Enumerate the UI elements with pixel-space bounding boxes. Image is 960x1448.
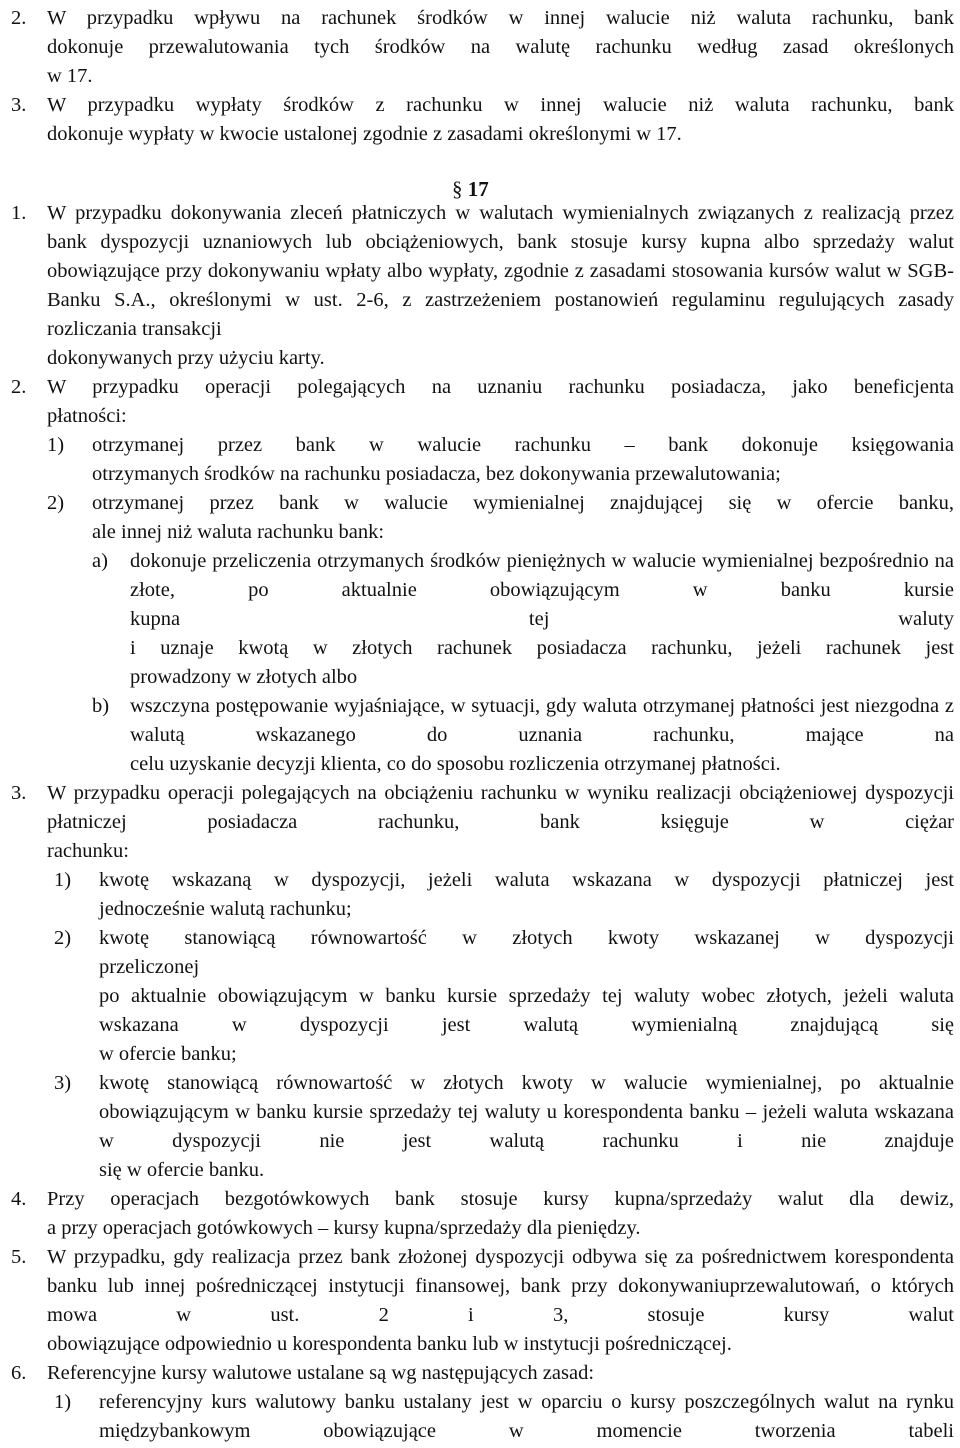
list-letter: a) <box>92 550 108 572</box>
paragraph-tail: a przy operacjach gotówkowych – kursy kupna/sprzedaży dla pieniędzy. <box>47 1217 641 1239</box>
list-item-tail: jednocześnie walutą rachunku; <box>99 898 352 920</box>
list-number: 1) <box>54 1391 72 1413</box>
list-item-line: i uznaje kwotą w złotych rachunek posiadacza rachunku, jeżeli rachunek jest <box>130 637 954 659</box>
list-item-text: kwotę stanowiącą równowartość w złotych kwoty wskazanej w dyspozycji <box>99 927 954 949</box>
paragraph-number: 1. <box>11 202 27 224</box>
list-item-tail: w ofercie banku; <box>99 1043 237 1065</box>
paragraph-text: W przypadku operacji polegających na uznaniu rachunku posiadacza, jako beneficjenta <box>47 376 954 398</box>
paragraph-number: 5. <box>11 1246 27 1268</box>
paragraph-text: W przypadku operacji polegających na obciążeniu rachunku w wyniku realizacji obciążeniowej dyspozycji płatniczej posiadacza rachunku, bank księguje w ciężar <box>47 782 954 833</box>
paragraph-text: Referencyjne kursy walutowe ustalane są wg następujących zasad: <box>47 1362 595 1384</box>
list-item-tail: ale innej niż waluta rachunku bank: <box>92 521 385 543</box>
paragraph-tail: obowiązujące odpowiednio u korespondenta banku lub w instytucji pośredniczącej. <box>47 1333 732 1355</box>
list-item-text: referencyjny kurs walutowy banku ustalany jest w oparciu o kursy poszczególnych walut na rynku międzybankowym obowiązujące w momencie tworzenia tabeli <box>99 1391 954 1442</box>
list-number: 1) <box>54 869 72 891</box>
paragraph-tail: płatności: <box>47 405 127 427</box>
spread-word: kupna <box>130 608 181 630</box>
section-number: 17 <box>467 177 489 201</box>
paragraph-text: W przypadku dokonywania zleceń płatniczych w walutach wymienialnych związanych z realizacją przez bank dyspozycji uznaniowych lub obciążeniowych, bank stosuje kursy kupna albo sprzedaży walut obowiązujące przy dokonywaniu wpłaty albo wypłaty, zgodnie z zasadami stosowania kursów walut w SGB-Banku S.A., określonymi w ust. 2-6, z zastrzeżeniem postanowień regulaminu regulujących zasady rozliczania transakcji <box>47 202 954 340</box>
list-number: 2) <box>47 492 65 514</box>
list-item-tail: otrzymanych środków na rachunku posiadacza, bez dokonywania przewalutowania; <box>92 463 781 485</box>
paragraph-tail: dokonywanych przy użyciu karty. <box>47 347 325 369</box>
list-item-text: dokonuje przeliczenia otrzymanych środków pieniężnych w walucie wymienialnej bezpośrednio na złote, po aktualnie obowiązującym w banku kursie <box>130 550 954 601</box>
list-item-text: otrzymanej przez bank w walucie rachunku – bank dokonuje księgowania <box>92 434 954 456</box>
list-letter: b) <box>92 695 110 717</box>
list-item-tail: prowadzony w złotych albo <box>130 666 358 688</box>
paragraph-tail: w 17. <box>47 65 93 87</box>
paragraph-text: W przypadku, gdy realizacja przez bank złożonej dyspozycji odbywa się za pośrednictwem korespondenta banku lub innej pośredniczącej instytucji finansowej, bank przy dokonywaniuprzewalutowań, o których mowa w ust. 2 i 3, stosuje kursy walut <box>47 1246 954 1326</box>
list-item-tail: się w ofercie banku. <box>99 1159 265 1181</box>
paragraph-number: 3. <box>11 782 27 804</box>
list-item-text: wszczyna postępowanie wyjaśniające, w sytuacji, gdy waluta otrzymanej płatności jest niezgodna z walutą wskazanego do uznania rachunku, mające na <box>130 695 954 746</box>
paragraph-tail: rachunku: <box>47 840 129 862</box>
paragraph-tail: dokonuje wypłaty w kwocie ustalonej zgodnie z zasadami określonymi w 17. <box>47 123 682 145</box>
spread-word: waluty <box>898 608 954 630</box>
list-number: 3) <box>54 1072 72 1094</box>
paragraph-text: Przy operacjach bezgotówkowych bank stosuje kursy kupna/sprzedaży walut dla dewiz, <box>47 1188 954 1210</box>
paragraph-number: 4. <box>11 1188 27 1210</box>
paragraph-line: W przypadku wpływu na rachunek środków w innej walucie niż waluta rachunku, bank <box>47 7 954 29</box>
list-item-line: przeliczonej <box>99 956 200 978</box>
spread-word: tej <box>528 608 550 630</box>
list-number: 1) <box>47 434 65 456</box>
list-item-text: kwotę stanowiącą równowartość w złotych kwoty w walucie wymienialnej, po aktualnie obowiązującym w banku kursie sprzedaży tej waluty u korespondenta banku – jeżeli waluta wskazana w dyspozycji nie jest walutą rachunku i nie znajduje <box>99 1072 954 1152</box>
paragraph-line: W przypadku wypłaty środków z rachunku w innej walucie niż waluta rachunku, bank <box>47 94 954 116</box>
list-item-tail: celu uzyskanie decyzji klienta, co do sposobu rozliczenia otrzymanej płatności. <box>130 753 781 775</box>
section-symbol: § <box>452 177 463 201</box>
list-item-text: po aktualnie obowiązującym w banku kursie sprzedaży tej waluty wobec złotych, jeżeli waluta wskazana w dyspozycji jest walutą wymienialną znajdującą się <box>99 985 954 1036</box>
paragraph-number: 2. <box>11 376 27 398</box>
item-number: 3. <box>11 94 27 116</box>
paragraph-number: 6. <box>11 1362 27 1384</box>
list-number: 2) <box>54 927 72 949</box>
paragraph-line: dokonuje przewalutowania tych środków na walutę rachunku według zasad określonych <box>47 36 954 58</box>
spread-line <box>130 605 954 634</box>
list-item-text: otrzymanej przez bank w walucie wymienialnej znajdującej się w ofercie banku, <box>92 492 954 514</box>
list-item-text: kwotę wskazaną w dyspozycji, jeżeli waluta wskazana w dyspozycji płatniczej jest <box>99 869 954 891</box>
item-number: 2. <box>11 7 27 29</box>
